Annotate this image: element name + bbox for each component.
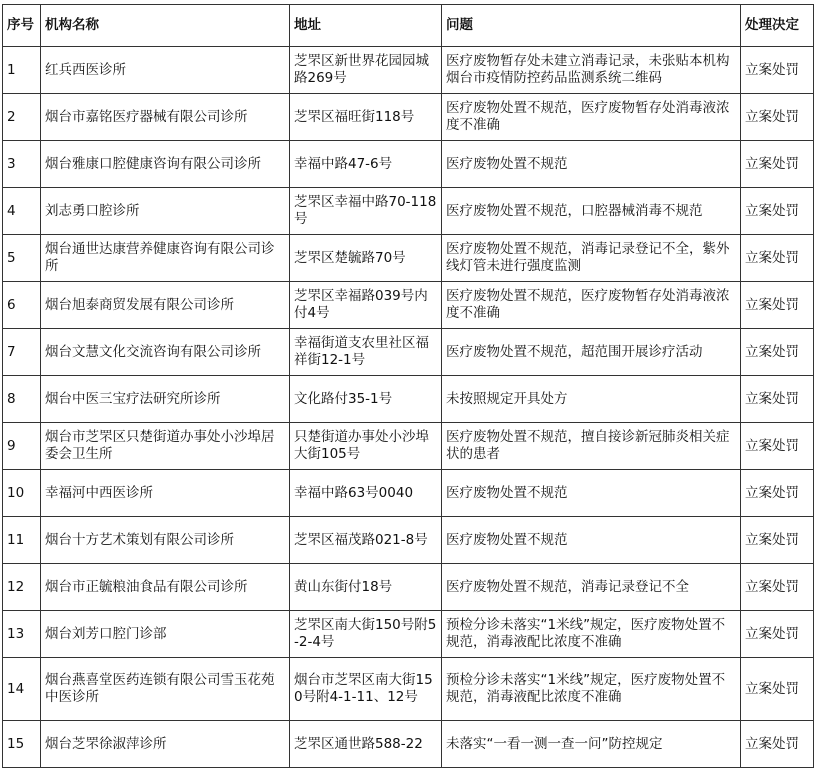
- cell-address: 芝罘区通世路588-22: [290, 721, 442, 768]
- cell-issue: 医疗废物处置不规范，超范围开展诊疗活动: [442, 329, 741, 376]
- cell-name: 烟台刘芳口腔门诊部: [41, 611, 290, 658]
- cell-issue: 预检分诊未落实“1米线”规定，医疗废物处置不规范，消毒液配比浓度不准确: [442, 658, 741, 721]
- table-row: [3, 611, 814, 658]
- penalty-table: [2, 4, 814, 768]
- table-row: [3, 517, 814, 564]
- cell-address: 烟台市芝罘区南大街150号附4-1-11、12号: [290, 658, 442, 721]
- cell-issue: 未按照规定开具处方: [442, 376, 741, 423]
- cell-decision: 立案处罚: [741, 94, 814, 141]
- cell-issue: 医疗废物处置不规范，口腔器械消毒不规范: [442, 188, 741, 235]
- cell-issue: 预检分诊未落实“1米线”规定，医疗废物处置不规范，消毒液配比浓度不准确: [442, 611, 741, 658]
- table-row: [3, 564, 814, 611]
- cell-decision: 立案处罚: [741, 470, 814, 517]
- cell-no: 5: [3, 235, 41, 282]
- cell-decision: 立案处罚: [741, 517, 814, 564]
- cell-issue: 医疗废物处置不规范，消毒记录登记不全，紫外线灯管未进行强度监测: [442, 235, 741, 282]
- cell-address: 芝罘区新世界花园园城路269号: [290, 47, 442, 94]
- cell-decision: 立案处罚: [741, 658, 814, 721]
- table-row: [3, 423, 814, 470]
- cell-address: 文化路付35-1号: [290, 376, 442, 423]
- cell-address: 芝罘区福旺街118号: [290, 94, 442, 141]
- cell-name: 烟台中医三宝疗法研究所诊所: [41, 376, 290, 423]
- cell-issue: 未落实“一看一测一查一问”防控规定: [442, 721, 741, 768]
- cell-decision: 立案处罚: [741, 235, 814, 282]
- cell-no: 12: [3, 564, 41, 611]
- cell-issue: 医疗废物处置不规范，医疗废物暂存处消毒液浓度不准确: [442, 282, 741, 329]
- cell-name: 红兵西医诊所: [41, 47, 290, 94]
- cell-address: 只楚街道办事处小沙埠大街105号: [290, 423, 442, 470]
- cell-address: 幸福中路47-6号: [290, 141, 442, 188]
- table-row: [3, 282, 814, 329]
- cell-decision: 立案处罚: [741, 564, 814, 611]
- table-row: [3, 47, 814, 94]
- cell-no: 7: [3, 329, 41, 376]
- cell-issue: 医疗废物处置不规范: [442, 517, 741, 564]
- header-name: 机构名称: [41, 5, 290, 47]
- cell-decision: 立案处罚: [741, 423, 814, 470]
- cell-name: 烟台芝罘徐淑萍诊所: [41, 721, 290, 768]
- cell-name: 烟台文慧文化交流咨询有限公司诊所: [41, 329, 290, 376]
- cell-address: 幸福街道支农里社区福祥街12-1号: [290, 329, 442, 376]
- table-row: [3, 721, 814, 768]
- table-row: [3, 141, 814, 188]
- cell-name: 刘志勇口腔诊所: [41, 188, 290, 235]
- cell-no: 2: [3, 94, 41, 141]
- cell-name: 烟台市芝罘区只楚街道办事处小沙埠居委会卫生所: [41, 423, 290, 470]
- cell-decision: 立案处罚: [741, 611, 814, 658]
- cell-name: 烟台通世达康营养健康咨询有限公司诊所: [41, 235, 290, 282]
- cell-issue: 医疗废物暂存处未建立消毒记录，未张贴本机构烟台市疫情防控药品监测系统二维码: [442, 47, 741, 94]
- table-row: [3, 329, 814, 376]
- header-issue: 问题: [442, 5, 741, 47]
- cell-no: 3: [3, 141, 41, 188]
- table-row: [3, 188, 814, 235]
- cell-issue: 医疗废物处置不规范，消毒记录登记不全: [442, 564, 741, 611]
- cell-issue: 医疗废物处置不规范，医疗废物暂存处消毒液浓度不准确: [442, 94, 741, 141]
- header-row: [3, 5, 814, 47]
- cell-address: 芝罘区南大街150号附5-2-4号: [290, 611, 442, 658]
- table-row: [3, 470, 814, 517]
- cell-decision: 立案处罚: [741, 47, 814, 94]
- cell-name: 烟台雅康口腔健康咨询有限公司诊所: [41, 141, 290, 188]
- cell-no: 6: [3, 282, 41, 329]
- table-row: [3, 235, 814, 282]
- table-row: [3, 658, 814, 721]
- cell-no: 1: [3, 47, 41, 94]
- header-no: 序号: [3, 5, 41, 47]
- cell-no: 10: [3, 470, 41, 517]
- cell-decision: 立案处罚: [741, 376, 814, 423]
- cell-decision: 立案处罚: [741, 141, 814, 188]
- cell-name: 烟台旭泰商贸发展有限公司诊所: [41, 282, 290, 329]
- cell-decision: 立案处罚: [741, 329, 814, 376]
- cell-issue: 医疗废物处置不规范: [442, 141, 741, 188]
- cell-address: 芝罘区福茂路021-8号: [290, 517, 442, 564]
- cell-decision: 立案处罚: [741, 282, 814, 329]
- cell-no: 11: [3, 517, 41, 564]
- cell-decision: 立案处罚: [741, 188, 814, 235]
- cell-issue: 医疗废物处置不规范: [442, 470, 741, 517]
- cell-name: 烟台市嘉铭医疗器械有限公司诊所: [41, 94, 290, 141]
- cell-issue: 医疗废物处置不规范，擅自接诊新冠肺炎相关症状的患者: [442, 423, 741, 470]
- cell-address: 芝罘区幸福路039号内付4号: [290, 282, 442, 329]
- cell-no: 15: [3, 721, 41, 768]
- cell-name: 烟台燕喜堂医药连锁有限公司雪玉花苑中医诊所: [41, 658, 290, 721]
- table-row: [3, 376, 814, 423]
- cell-address: 黄山东街付18号: [290, 564, 442, 611]
- cell-no: 9: [3, 423, 41, 470]
- cell-decision: 立案处罚: [741, 721, 814, 768]
- cell-address: 芝罘区幸福中路70-118号: [290, 188, 442, 235]
- cell-name: 烟台十方艺术策划有限公司诊所: [41, 517, 290, 564]
- cell-no: 14: [3, 658, 41, 721]
- cell-no: 13: [3, 611, 41, 658]
- cell-no: 8: [3, 376, 41, 423]
- cell-no: 4: [3, 188, 41, 235]
- header-address: 地址: [290, 5, 442, 47]
- cell-address: 幸福中路63号0040: [290, 470, 442, 517]
- cell-name: 烟台市正毓粮油食品有限公司诊所: [41, 564, 290, 611]
- cell-address: 芝罘区楚毓路70号: [290, 235, 442, 282]
- header-decision: 处理决定: [741, 5, 814, 47]
- cell-name: 幸福河中西医诊所: [41, 470, 290, 517]
- table-row: [3, 94, 814, 141]
